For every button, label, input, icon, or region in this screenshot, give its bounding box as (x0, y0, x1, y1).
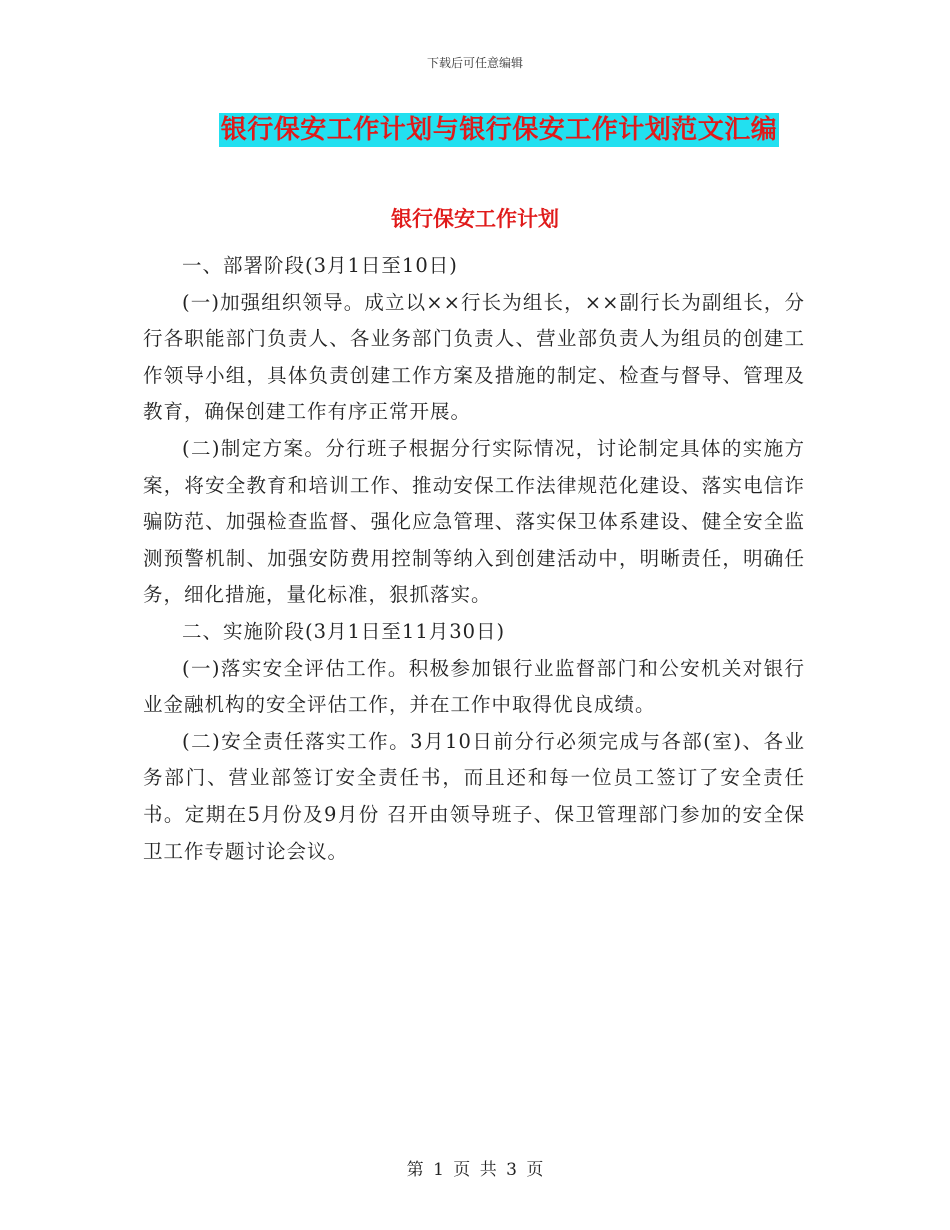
section-heading-deployment: 一、部署阶段(3月1日至10日) (182, 254, 458, 277)
paragraph-plan-formulation: (二)制定方案。分行班子根据分行实际情况，讨论制定具体的实施方案，将安全教育和培训工作、推动安保工作法律规范化建设、落实电信诈骗防范、加强检查监督、强化应急管理、落实保卫体系建设、健全安全监测预警机制、加强安防费用控制等纳入到创建活动中，明晰责任，明确任务，细化措施，量化标准，狠抓落实。 (143, 436, 805, 607)
main-title-container (0, 113, 950, 147)
section-heading-implementation: 二、实施阶段(3月1日至11月30日) (182, 619, 506, 643)
header-note: 下载后可任意编辑 (426, 56, 523, 70)
page-footer: 第 1 页 共 3 页 (406, 1160, 544, 1180)
paragraph-safety-assessment: (一)落实安全评估工作。积极参加银行业监督部门和公安机关对银行业金融机构的安全评估工作，并在工作中取得优良成绩。 (143, 656, 805, 717)
main-title: 银行保安工作计划与银行保安工作计划范文汇编 (220, 115, 778, 145)
document-body (143, 248, 805, 870)
sub-title: 银行保安工作计划 (391, 207, 559, 231)
paragraph-organization-leadership: (一)加强组织领导。成立以××行长为组长，××副行长为副组长，分行各职能部门负责人、各业务部门负责人、营业部负责人为组员的创建工作领导小组，具体负责创建工作方案及措施的制定、检查与督导、管理及教育，确保创建工作有序正常开展。 (143, 290, 805, 424)
paragraph-safety-responsibility: (二)安全责任落实工作。3月10日前分行必须完成与各部(室)、各业务部门、营业部签订安全责任书，而且还和每一位员工签订了安全责任书。定期在5月份及9月份 召开由领导班子、保卫管理部门参加的安全保卫工作专题讨论会议。 (143, 729, 805, 863)
